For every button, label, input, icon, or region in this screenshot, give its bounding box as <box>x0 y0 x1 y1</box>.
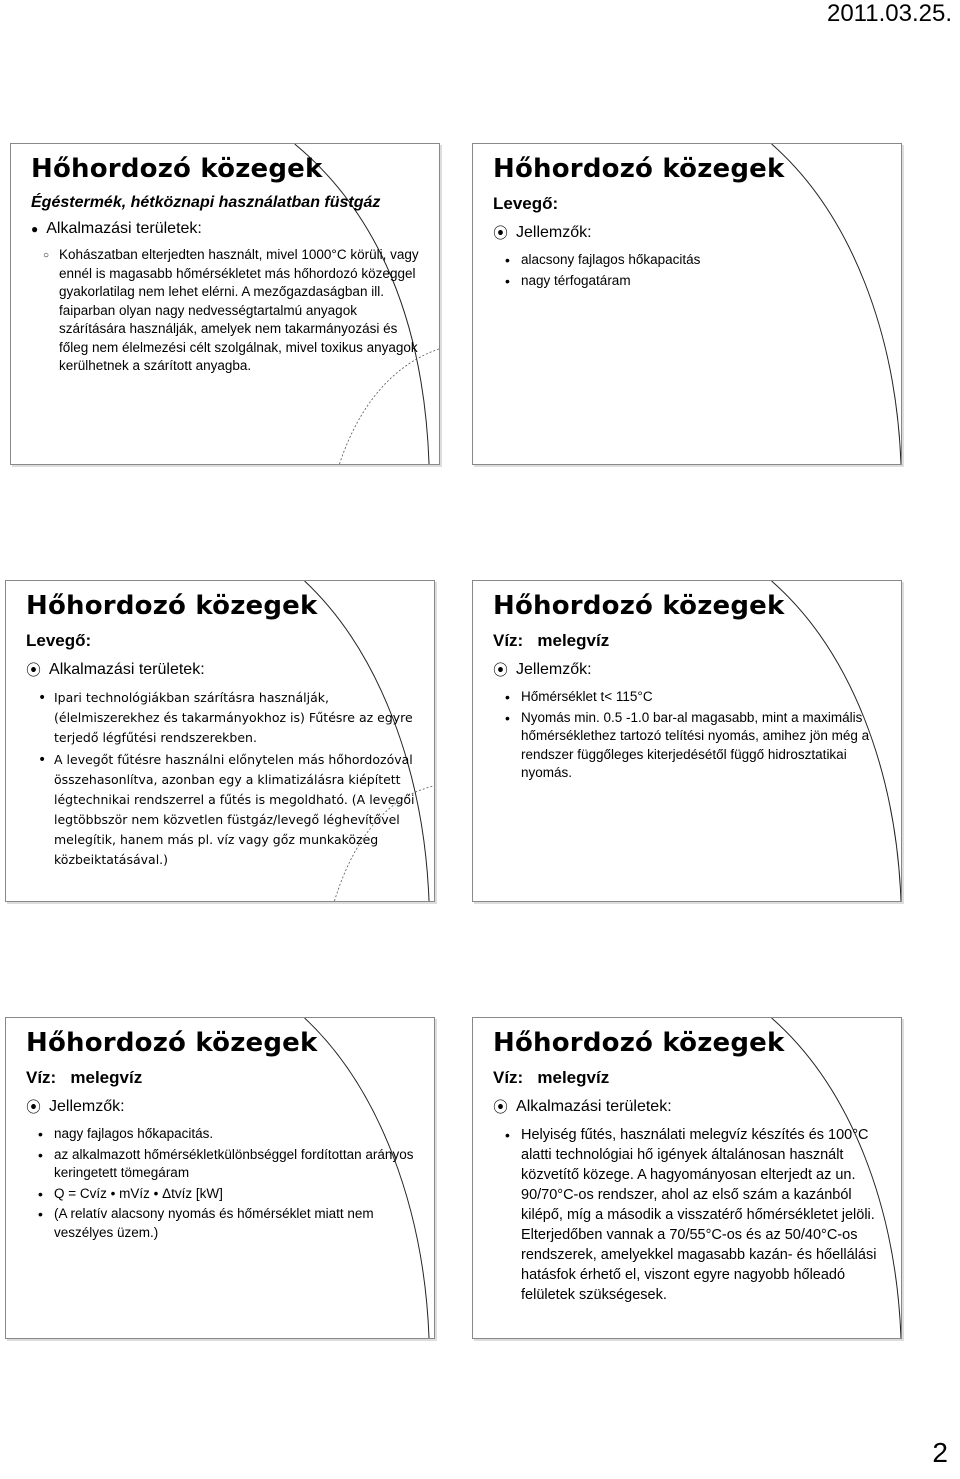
slide-subheading: Égéstermék, hétköznapi használatban füstgáz <box>31 194 381 211</box>
bullet-list <box>26 688 416 870</box>
bullet-list <box>493 688 883 783</box>
level1-item: ⦿ Jellemzők: <box>493 660 592 679</box>
slide-subheading: Víz: melegvíz <box>493 1068 610 1087</box>
bullseye-bullet-icon: ⦿ <box>493 225 509 242</box>
level1-item: ● Alkalmazási területek: <box>31 220 202 237</box>
slide-title: Hőhordozó közegek <box>493 591 785 621</box>
list-item: • Ipari technológiákban szárításra használják, (élelmiszerekhez és takarmányokhoz is) Fűtésre az egyre terjedő légfűtési rendszerekben. <box>38 688 416 748</box>
slide-title: Hőhordozó közegek <box>26 1028 318 1058</box>
bullet-icon: ● <box>31 222 39 236</box>
slide-title: Hőhordozó közegek <box>493 1028 785 1058</box>
slide-2 <box>472 143 902 465</box>
bullet-list <box>493 251 883 290</box>
bullseye-bullet-icon: ⦿ <box>26 1099 42 1116</box>
list-item: • alacsony fajlagos hőkapacitás <box>505 251 883 270</box>
slide-title: Hőhordozó közegek <box>26 591 318 621</box>
document-date: 2011.03.25. <box>826 0 952 27</box>
slide-3 <box>5 580 435 902</box>
slide-subheading: Víz: melegvíz <box>26 1068 143 1087</box>
slide-1 <box>10 143 440 465</box>
slide-subheading: Víz: melegvíz <box>493 631 610 650</box>
slide-title: Hőhordozó közegek <box>31 154 323 184</box>
bullseye-bullet-icon: ⦿ <box>26 662 42 679</box>
slide-4 <box>472 580 902 902</box>
list-item: • nagy térfogatáram <box>505 272 883 291</box>
slide-subheading: Levegő: <box>493 194 559 213</box>
list-item: • A levegőt fűtésre használni előnytelen más hőhordozóval összehasonlítva, azonban egy a klimatizálásra kiépített légtechnikai rendszerrel a fűtés is megoldható. (A levegői legtöbbször nem közvetlen füstgáz/levegő léghevítővel melegítik, hanem más pl. víz vagy gőz munkaközeg közbeiktatásával.) <box>38 750 416 870</box>
list-item: • Hőmérséklet t< 115°C <box>505 688 883 707</box>
list-item: • (A relatív alacsony nyomás és hőmérséklet miatt nem veszélyes üzem.) <box>38 1205 416 1242</box>
list-item: • az alkalmazott hőmérsékletkülönbséggel fordítottan arányos keringetett tömegáram <box>38 1146 416 1183</box>
list-item: • Nyomás min. 0.5 -1.0 bar-al magasabb, mint a maximális hőmérséklethez tartozó telítési nyomás, amihez jön még a rendszer függőleges kiterjedésétől függő hidrosztatikai nyomás. <box>505 709 883 783</box>
level1-item: ⦿ Jellemzők: <box>493 223 592 242</box>
bullseye-bullet-icon: ⦿ <box>493 662 509 679</box>
bullseye-bullet-icon: ⦿ <box>493 1099 509 1116</box>
level1-item: ⦿ Jellemzők: <box>26 1097 125 1116</box>
slide-5 <box>5 1017 435 1339</box>
level1-item: ⦿ Alkalmazási területek: <box>493 1097 672 1116</box>
slide-subheading: Levegő: <box>26 631 92 650</box>
list-item: • nagy fajlagos hőkapacitás. <box>38 1125 416 1144</box>
list-item: • Helyiség fűtés, használati melegvíz készítés és 100°C alatti technológiai hő igények általánosan használt közvetítő közege. A hagyományosan elterjedt az un. 90/70°C-os rendszer, ahol az első szám a kazánból kilépő, míg a második a visszatérő hőmérsékletet jelöli. Elterjedőben vannak a 70/55°C-os és az 50/40°C-os rendszerek, amelyekkel magasabb kazán- és hőellálási hatásfok érhető el, viszont egyre nagyobb hőleadó felületek szükségesek. <box>505 1125 883 1305</box>
list-item: ○ Kohászatban elterjedten használt, mivel 1000°C körüli, vagy ennél is magasabb hőmérsékletet más hőhordozó közeggel gyakorlatilag nem lehet elérni. A mezőgazdaságban ill. faiparban olyan nagy nedvességtartalmú anyagok szárítására használják, amelyek nem takarmányozási és főleg nem élelmezési célt szolgálnak, mivel toxikus anyagok kerülhetnek a szárított anyagba. <box>43 246 421 376</box>
bullet-list <box>493 1125 883 1305</box>
page-number: 2 <box>932 1437 948 1468</box>
slide-title: Hőhordozó közegek <box>493 154 785 184</box>
list-item: • Q = Cvíz • mVíz • Δtvíz [kW] <box>38 1185 416 1204</box>
level1-item: ⦿ Alkalmazási területek: <box>26 660 205 679</box>
bullet-list <box>31 246 421 376</box>
bullet-list <box>26 1125 416 1242</box>
slide-6 <box>472 1017 902 1339</box>
